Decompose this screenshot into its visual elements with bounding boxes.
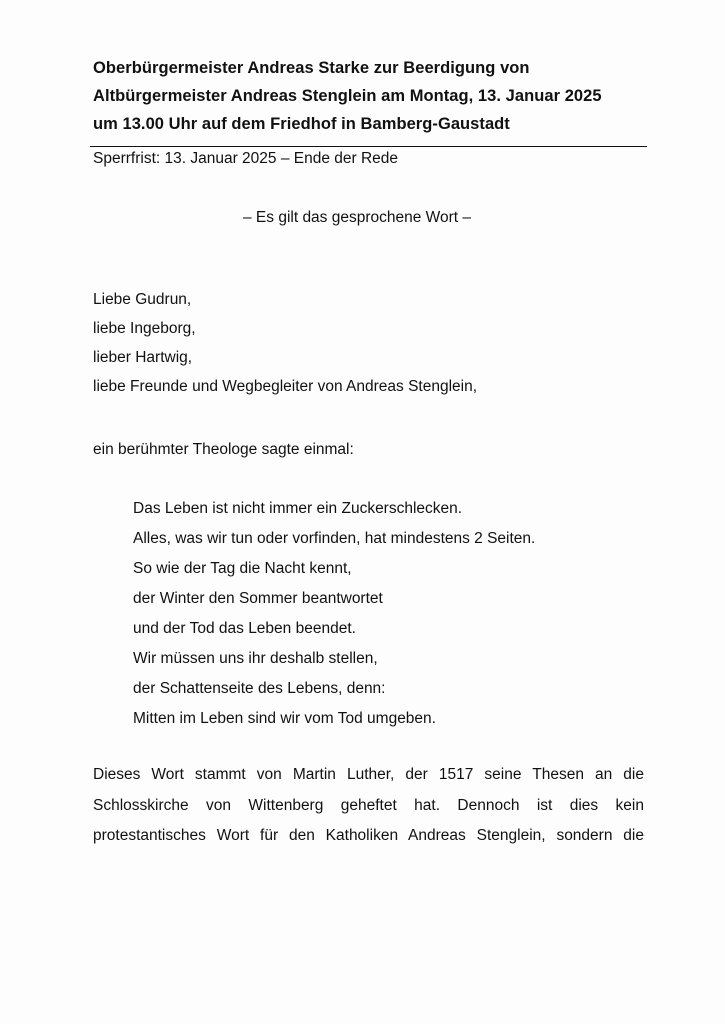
spoken-word-notice: – Es gilt das gesprochene Wort – xyxy=(243,209,472,226)
salutation-line: Liebe Gudrun, xyxy=(93,291,192,308)
quote-line: der Schattenseite des Lebens, denn: xyxy=(133,680,386,697)
title-line-3: um 13.00 Uhr auf dem Friedhof in Bamberg-Gaustadt xyxy=(93,115,510,133)
quote-line: und der Tod das Leben beendet. xyxy=(133,620,356,637)
quote-line: der Winter den Sommer beantwortet xyxy=(133,590,383,607)
salutation-line: liebe Ingeborg, xyxy=(93,320,196,337)
title-underline xyxy=(90,146,647,147)
quote-intro: ein berühmter Theologe sagte einmal: xyxy=(93,441,354,458)
document-title xyxy=(93,54,653,138)
body-line: protestantisches Wort für den Katholiken Andreas Stenglein, sondern die xyxy=(93,827,644,844)
salutations xyxy=(93,285,477,401)
quote-line: Wir müssen uns ihr deshalb stellen, xyxy=(133,650,378,667)
quote-line: Alles, was wir tun oder vorfinden, hat mindestens 2 Seiten. xyxy=(133,530,536,547)
quote-line: Das Leben ist nicht immer ein Zuckerschlecken. xyxy=(133,500,463,517)
embargo-line: Sperrfrist: 13. Januar 2025 – Ende der Rede xyxy=(93,150,399,167)
body-paragraph xyxy=(93,760,644,852)
luther-quote xyxy=(133,494,535,734)
title-line-2: Altbürgermeister Andreas Stenglein am Montag, 13. Januar 2025 xyxy=(93,87,602,105)
body-line: Dieses Wort stammt von Martin Luther, der 1517 seine Thesen an die xyxy=(93,766,644,783)
quote-line: Mitten im Leben sind wir vom Tod umgeben. xyxy=(133,710,436,727)
title-line-1: Oberbürgermeister Andreas Starke zur Beerdigung von xyxy=(93,59,530,77)
salutation-line: liebe Freunde und Wegbegleiter von Andreas Stenglein, xyxy=(93,378,478,395)
body-line: Schlosskirche von Wittenberg geheftet hat. Dennoch ist dies kein xyxy=(93,796,644,814)
salutation-line: lieber Hartwig, xyxy=(93,349,193,366)
quote-line: So wie der Tag die Nacht kennt, xyxy=(133,560,352,577)
